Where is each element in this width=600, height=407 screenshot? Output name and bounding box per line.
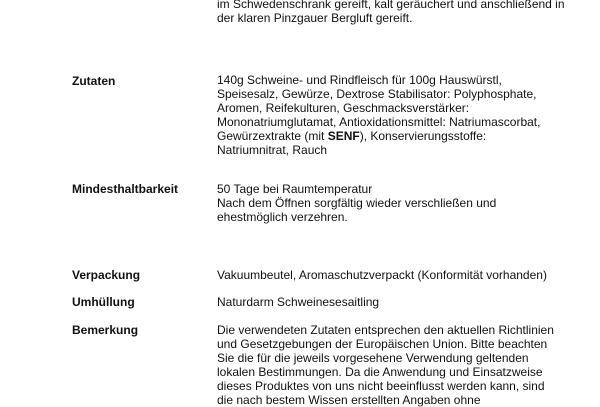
text-line: Aromen, Reifekulturen, Geschmacksverstärker:: [217, 101, 470, 115]
haltbarkeit-value: [217, 182, 577, 224]
text-line: die nach bestem Wissen erstellten Angaben ohne: [217, 393, 481, 407]
label-zutaten: Zutaten: [72, 74, 116, 88]
intro-text: [217, 0, 577, 25]
text-line: dieses Produktes von uns nicht beeinflusst werden kann, sind: [217, 379, 545, 393]
text-line: Die verwendeten Zutaten entsprechen den aktuellen Richtlinien: [217, 323, 554, 337]
text-run: ), Konservierungsstoffe:: [359, 129, 487, 143]
text-line: Mononatriumglutamat, Antioxidationsmittel: Natriumascorbat,: [217, 115, 541, 129]
verpackung-value: Vakuumbeutel, Aromaschutzverpackt (Konformität vorhanden): [217, 268, 547, 282]
text-line: 50 Tage bei Raumtemperatur: [217, 182, 373, 196]
text-line: und Gesetzgebungen der Europäischen Union. Bitte beachten: [217, 337, 548, 351]
label-bemerkung: Bemerkung: [72, 323, 139, 337]
zutaten-value: [217, 74, 577, 158]
label-mindesthaltbarkeit: Mindesthaltbarkeit: [72, 182, 179, 196]
label-umhuellung: Umhüllung: [72, 295, 135, 309]
text-line: im Schwedenschrank gereift, kalt geräuchert und anschließend in: [217, 0, 565, 11]
text-line: lokalen Bestimmungen. Da die Anwendung und Einsatzweise: [217, 365, 543, 379]
text-line: Speisesalz, Gewürze, Dextrose Stabilisator: Polyphosphate,: [217, 87, 537, 101]
text-line: Nach dem Öffnen sorgfältig wieder verschließen und: [217, 196, 497, 210]
text-line: der klaren Pinzgauer Bergluft gereift.: [217, 11, 413, 25]
text-line: Natriumnitrat, Rauch: [217, 143, 328, 157]
umhuellung-value: Naturdarm Schweinesesaitling: [217, 295, 380, 309]
text-line: [217, 130, 577, 144]
allergen-senf: SENF: [327, 129, 360, 143]
label-verpackung: Verpackung: [72, 268, 141, 282]
bemerkung-value: [217, 323, 577, 407]
text-line: 140g Schweine- und Rindfleisch für 100g Hauswürstl,: [217, 73, 502, 87]
text-line: ehestmöglich verzehren.: [217, 210, 348, 224]
text-line: Sie die für die jeweils vorgesehene Verwendung geltenden: [217, 351, 529, 365]
text-run: Gewürzextrakte (mit: [217, 129, 328, 143]
